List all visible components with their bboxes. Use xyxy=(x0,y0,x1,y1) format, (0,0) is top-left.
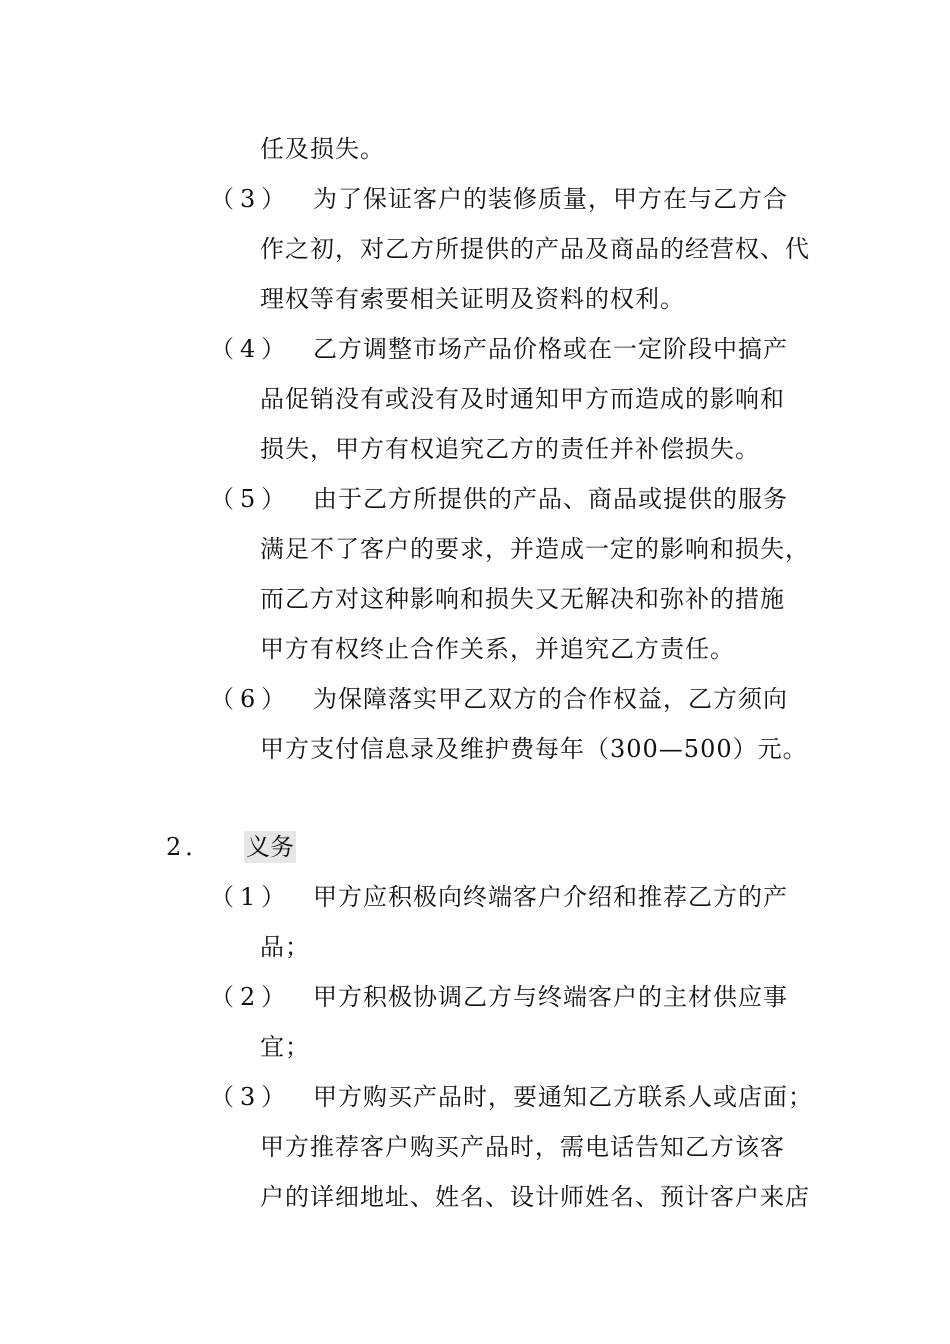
item-text-line: 满足不了客户的要求，并造成一定的影响和损失， xyxy=(260,535,810,563)
item-number: （6） xyxy=(210,685,292,713)
item-text-line: 品； xyxy=(260,933,310,961)
item-text-line: 甲方积极协调乙方与终端客户的主材供应事 xyxy=(313,983,788,1011)
item-text-line: 甲方应积极向终端客户介绍和推荐乙方的产 xyxy=(313,883,788,911)
item-number: （3） xyxy=(210,1083,292,1111)
item-text-line: 甲方有权终止合作关系，并追究乙方责任。 xyxy=(260,635,735,663)
section-title: 义务 xyxy=(246,833,294,861)
item-text-line: 损失，甲方有权追究乙方的责任并补偿损失。 xyxy=(260,435,760,463)
item-text-line: 甲方支付信息录及维护费每年（300—500）元。 xyxy=(260,735,808,763)
item-number: （5） xyxy=(210,485,292,513)
item-number: （2） xyxy=(210,983,292,1011)
continuation-line: 任及损失。 xyxy=(260,135,385,163)
item-number: （1） xyxy=(210,883,292,911)
item-text-line: 由于乙方所提供的产品、商品或提供的服务 xyxy=(313,485,788,513)
item-text-line: 理权等有索要相关证明及资料的权利。 xyxy=(260,285,685,313)
section-number: 2． xyxy=(166,833,214,861)
item-number: （4） xyxy=(210,335,292,363)
item-text-line: 作之初，对乙方所提供的产品及商品的经营权、代 xyxy=(260,235,810,263)
item-text-line: 为了保证客户的装修质量，甲方在与乙方合 xyxy=(313,185,788,213)
item-text-line: 乙方调整市场产品价格或在一定阶段中搞产 xyxy=(313,335,788,363)
item-text-line: 宜； xyxy=(260,1033,310,1061)
item-text-line: 甲方推荐客户购买产品时，需电话告知乙方该客 xyxy=(260,1133,785,1161)
item-text-line: 品促销没有或没有及时通知甲方而造成的影响和 xyxy=(260,385,785,413)
item-text-line: 而乙方对这种影响和损失又无解决和弥补的措施 xyxy=(260,585,785,613)
item-number: （3） xyxy=(210,185,292,213)
item-text-line: 甲方购买产品时，要通知乙方联系人或店面； xyxy=(313,1083,813,1111)
item-text-line: 为保障落实甲乙双方的合作权益，乙方须向 xyxy=(313,685,788,713)
item-text-line: 户的详细地址、姓名、设计师姓名、预计客户来店 xyxy=(260,1183,810,1211)
